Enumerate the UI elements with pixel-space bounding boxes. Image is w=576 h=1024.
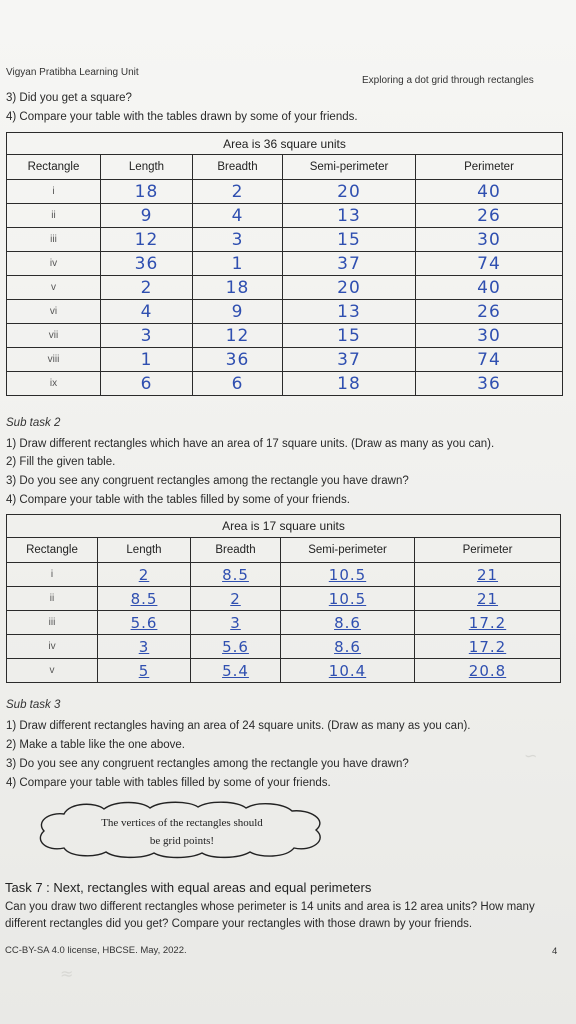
breadth-cell: 5.4	[191, 659, 281, 683]
cloud-line-2: be grid points!	[149, 835, 215, 847]
header-right: Exploring a dot grid through rectangles	[362, 75, 534, 86]
perimeter-cell: 17.2	[415, 635, 561, 659]
perimeter-cell: 20.8	[415, 659, 561, 683]
semi-perimeter-cell: 10.4	[281, 659, 415, 683]
semi-perimeter-cell: 37	[283, 252, 416, 276]
column-header: Perimeter	[415, 538, 561, 563]
semi-perimeter-cell: 8.6	[281, 635, 415, 659]
semi-perimeter-cell: 10.5	[281, 563, 415, 587]
length-cell: 3	[98, 635, 191, 659]
task-7-title: Task 7 : Next, rectangles with equal areas and equal perimeters	[5, 880, 372, 895]
table-row	[7, 324, 563, 348]
column-header: Breadth	[193, 155, 283, 180]
perimeter-cell: 36	[416, 372, 563, 396]
question-3: 3) Did you get a square?	[6, 92, 132, 104]
subtask-2-item: 1) Draw different rectangles which have an area of 17 square units. (Draw as many as you can).	[6, 438, 495, 450]
breadth-cell: 3	[193, 228, 283, 252]
semi-perimeter-cell: 18	[283, 372, 416, 396]
perimeter-cell: 26	[416, 204, 563, 228]
perimeter-cell: 40	[416, 180, 563, 204]
breadth-cell: 5.6	[191, 635, 281, 659]
row-label: iv	[7, 252, 101, 276]
subtask-2-item: 2) Fill the given table.	[6, 456, 116, 468]
table-row	[7, 372, 563, 396]
row-label: iv	[7, 635, 98, 659]
semi-perimeter-cell: 20	[283, 276, 416, 300]
length-cell: 18	[101, 180, 193, 204]
perimeter-cell: 30	[416, 228, 563, 252]
row-label: i	[7, 180, 101, 204]
length-cell: 2	[101, 276, 193, 300]
bleed-through-mark: ≈	[60, 964, 74, 983]
table-row	[7, 276, 563, 300]
table-row	[7, 228, 563, 252]
semi-perimeter-cell: 37	[283, 348, 416, 372]
cloud-text	[34, 814, 330, 850]
length-cell: 8.5	[98, 587, 191, 611]
row-label: ii	[7, 204, 101, 228]
table-row	[7, 587, 561, 611]
table-row	[7, 252, 563, 276]
semi-perimeter-cell: 13	[283, 300, 416, 324]
breadth-cell: 2	[193, 180, 283, 204]
perimeter-cell: 40	[416, 276, 563, 300]
semi-perimeter-cell: 15	[283, 228, 416, 252]
column-header: Length	[98, 538, 191, 563]
table-caption: Area is 36 square units	[7, 133, 563, 155]
license-footer: CC-BY-SA 4.0 license, HBCSE. May, 2022.	[5, 945, 187, 956]
perimeter-cell: 30	[416, 324, 563, 348]
row-label: ix	[7, 372, 101, 396]
row-label: viii	[7, 348, 101, 372]
column-header: Length	[101, 155, 193, 180]
table-row	[7, 659, 561, 683]
row-label: v	[7, 276, 101, 300]
table-row	[7, 204, 563, 228]
subtask-3-item: 1) Draw different rectangles having an area of 24 square units. (Draw as many as you can).	[6, 720, 471, 732]
table-row	[7, 611, 561, 635]
row-label: iii	[7, 611, 98, 635]
subtask-2-title: Sub task 2	[6, 417, 61, 429]
row-label: vi	[7, 300, 101, 324]
length-cell: 5.6	[98, 611, 191, 635]
breadth-cell: 6	[193, 372, 283, 396]
cloud-callout	[34, 800, 330, 860]
subtask-3-item: 2) Make a table like the one above.	[6, 739, 186, 751]
column-header: Rectangle	[7, 155, 101, 180]
row-label: i	[7, 563, 98, 587]
row-label: ii	[7, 587, 98, 611]
subtask-2-item: 4) Compare your table with the tables filled by some of your friends.	[6, 494, 350, 506]
length-cell: 5	[98, 659, 191, 683]
semi-perimeter-cell: 13	[283, 204, 416, 228]
breadth-cell: 2	[191, 587, 281, 611]
table-caption: Area is 17 square units	[7, 515, 561, 538]
length-cell: 6	[101, 372, 193, 396]
column-header: Rectangle	[7, 538, 98, 563]
row-label: iii	[7, 228, 101, 252]
perimeter-cell: 26	[416, 300, 563, 324]
header-left: Vigyan Pratibha Learning Unit	[6, 67, 139, 78]
length-cell: 36	[101, 252, 193, 276]
breadth-cell: 36	[193, 348, 283, 372]
breadth-cell: 8.5	[191, 563, 281, 587]
perimeter-cell: 21	[415, 587, 561, 611]
length-cell: 3	[101, 324, 193, 348]
row-label: vii	[7, 324, 101, 348]
table-row	[7, 180, 563, 204]
column-header: Semi-perimeter	[281, 538, 415, 563]
perimeter-cell: 17.2	[415, 611, 561, 635]
column-header: Perimeter	[416, 155, 563, 180]
subtask-3-item: 4) Compare your table with tables filled by some of your friends.	[6, 777, 331, 789]
length-cell: 1	[101, 348, 193, 372]
breadth-cell: 1	[193, 252, 283, 276]
table-row	[7, 348, 563, 372]
length-cell: 12	[101, 228, 193, 252]
semi-perimeter-cell: 20	[283, 180, 416, 204]
task-7-body: Can you draw two different rectangles whose perimeter is 14 units and area is 12 area units? How many different rectangles did you get? Compare your rectangles with those drawn by your friends.	[5, 901, 535, 930]
table-row	[7, 300, 563, 324]
perimeter-cell: 74	[416, 252, 563, 276]
column-header: Breadth	[191, 538, 281, 563]
question-4: 4) Compare your table with the tables drawn by some of your friends.	[6, 111, 358, 123]
table-area-36	[6, 132, 563, 396]
row-label: v	[7, 659, 98, 683]
semi-perimeter-cell: 10.5	[281, 587, 415, 611]
bleed-through-mark: ∽	[524, 746, 538, 765]
breadth-cell: 18	[193, 276, 283, 300]
table-header-row	[7, 538, 561, 563]
table-row	[7, 635, 561, 659]
table-header-row	[7, 155, 563, 180]
perimeter-cell: 21	[415, 563, 561, 587]
breadth-cell: 9	[193, 300, 283, 324]
breadth-cell: 3	[191, 611, 281, 635]
column-header: Semi-perimeter	[283, 155, 416, 180]
perimeter-cell: 74	[416, 348, 563, 372]
cloud-line-1: The vertices of the rectangles should	[101, 817, 263, 829]
semi-perimeter-cell: 8.6	[281, 611, 415, 635]
page-number: 4	[552, 946, 558, 957]
semi-perimeter-cell: 15	[283, 324, 416, 348]
length-cell: 2	[98, 563, 191, 587]
table-area-17	[6, 514, 561, 683]
subtask-2-item: 3) Do you see any congruent rectangles among the rectangle you have drawn?	[6, 475, 409, 487]
breadth-cell: 4	[193, 204, 283, 228]
length-cell: 4	[101, 300, 193, 324]
subtask-3-item: 3) Do you see any congruent rectangles among the rectangle you have drawn?	[6, 758, 409, 770]
table-row	[7, 563, 561, 587]
subtask-3-title: Sub task 3	[6, 699, 61, 711]
length-cell: 9	[101, 204, 193, 228]
breadth-cell: 12	[193, 324, 283, 348]
